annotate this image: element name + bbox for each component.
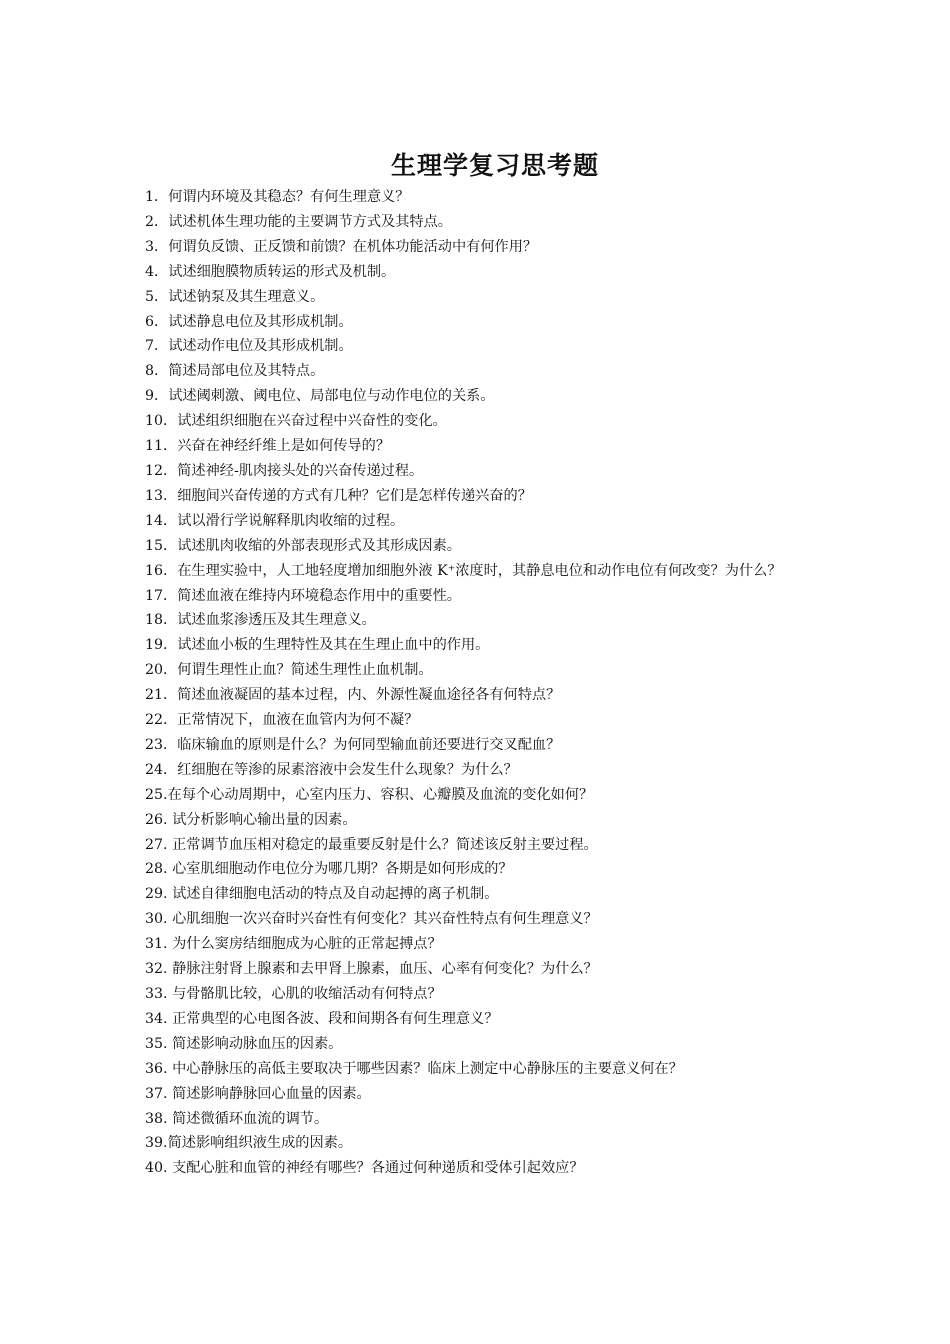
question-item: 39.简述影响组织液生成的因素。 [145,1135,353,1152]
question-item: 7．试述动作电位及其形成机制。 [145,338,353,355]
question-item: 26. 试分析影响心输出量的因素。 [145,811,357,828]
question-item: 18．试述血浆渗透压及其生理意义。 [145,612,376,629]
question-item: 23．临床输血的原则是什么？为何同型输血前还要进行交叉配血？ [145,736,561,753]
question-item: 35. 简述影响动脉血压的因素。 [145,1035,343,1052]
question-item: 40. 支配心脏和血管的神经有哪些？各通过何种递质和受体引起效应？ [145,1160,584,1177]
question-item: 38. 简述微循环血流的调节。 [145,1110,329,1127]
question-item: 3．何谓负反馈、正反馈和前馈？在机体功能活动中有何作用？ [145,238,538,255]
question-item: 33. 与骨骼肌比较，心肌的收缩活动有何特点？ [145,986,442,1002]
question-item: 27. 正常调节血压相对稳定的最重要反射是什么？简述该反射主要过程。 [145,836,598,853]
question-item: 4．试述细胞膜物质转运的形式及机制。 [145,263,396,280]
question-item: 31. 为什么窦房结细胞成为心脏的正常起搏点？ [145,936,442,953]
question-item: 19．试述血小板的生理特性及其在生理止血中的作用。 [145,637,490,654]
question-item: 9．试述阈刺激、阈电位、局部电位与动作电位的关系。 [145,388,495,405]
question-list [145,185,835,1181]
question-item: 5．试述钠泵及其生理意义。 [145,288,325,305]
question-item: 14．试以滑行学说解释肌肉收缩的过程。 [145,512,405,529]
question-item: 17．简述血液在维持内环境稳态作用中的重要性。 [145,587,461,604]
question-item: 16．在生理实验中，人工地轻度增加细胞外液 K⁺浓度时，其静息电位和动作电位有何改变？为什么？ [145,562,782,579]
question-item: 20．何谓生理性止血？简述生理性止血机制。 [145,662,433,679]
question-item: 6．试述静息电位及其形成机制。 [145,313,353,330]
question-item: 25.在每个心动周期中，心室内压力、容积、心瓣膜及血流的变化如何？ [145,786,594,803]
question-item: 1．何谓内环境及其稳态？有何生理意义？ [145,189,410,205]
question-item: 8．简述局部电位及其特点。 [145,363,325,380]
question-item: 12．简述神经-肌肉接头处的兴奋传递过程。 [145,462,424,479]
question-item: 37. 简述影响静脉回心血量的因素。 [145,1085,371,1102]
question-item: 28. 心室肌细胞动作电位分为哪几期？各期是如何形成的？ [145,861,513,878]
question-item: 24．红细胞在等渗的尿素溶液中会发生什么现象？为什么？ [145,761,518,778]
question-item: 36. 中心静脉压的高低主要取决于哪些因素？临床上测定中心静脉压的主要意义何在？ [145,1060,683,1077]
question-item: 11．兴奋在神经纤维上是如何传导的？ [145,438,391,455]
question-item: 15．试述肌肉收缩的外部表现形式及其形成因素。 [145,537,461,554]
page-title: 生理学复习思考题 [390,150,599,180]
question-item: 34. 正常典型的心电图各波、段和间期各有何生理意义？ [145,1010,499,1027]
question-item: 30. 心肌细胞一次兴奋时兴奋性有何变化？其兴奋性特点有何生理意义？ [145,911,598,928]
question-item: 22．正常情况下，血液在血管内为何不凝？ [145,712,419,729]
question-item: 10．试述组织细胞在兴奋过程中兴奋性的变化。 [145,413,447,430]
question-item: 13．细胞间兴奋传递的方式有几种？它们是怎样传递兴奋的？ [145,487,532,504]
question-item: 32. 静脉注射肾上腺素和去甲肾上腺素，血压、心率有何变化？为什么？ [145,961,598,978]
question-item: 29. 试述自律细胞电活动的特点及自动起搏的离子机制。 [145,886,499,903]
question-item: 2．试述机体生理功能的主要调节方式及其特点。 [145,213,452,230]
question-item: 21．简述血液凝固的基本过程，内、外源性凝血途径各有何特点？ [145,687,561,704]
